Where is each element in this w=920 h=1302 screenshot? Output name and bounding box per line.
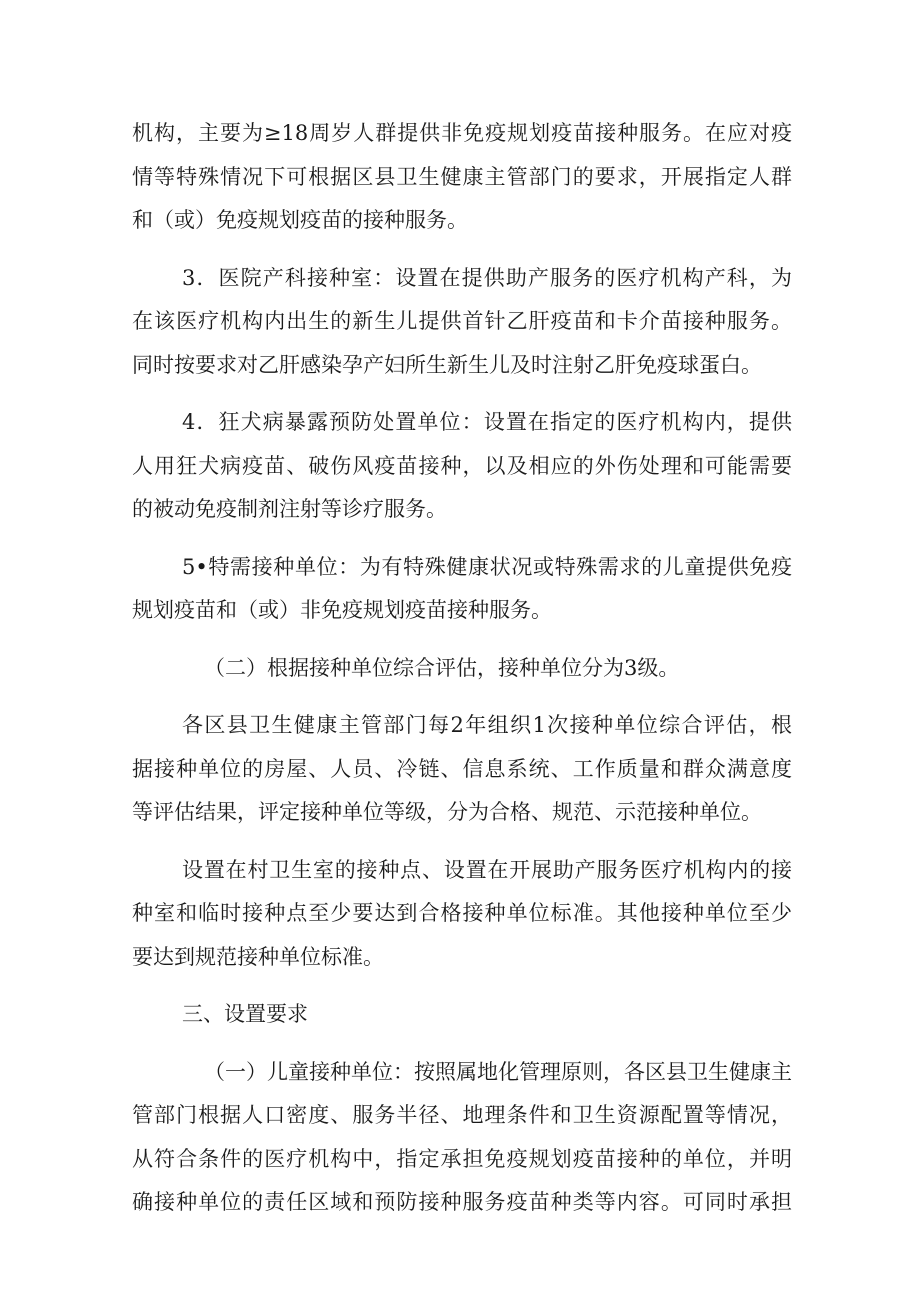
paragraph-5 [132, 647, 792, 691]
text-line: 4．狂犬病暴露预防处置单位：设置在指定的医疗机构内，提供 [182, 410, 792, 434]
text-line: 同时按要求对乙肝感染孕产妇所生新生儿及时注射乙肝免疫球蛋白。 [132, 352, 762, 377]
text-line: 3．医院产科接种室：设置在提供助产服务的医疗机构产科，为 [182, 265, 792, 290]
paragraph-9 [132, 1051, 792, 1225]
text-line: 种室和临时接种点至少要达到合格接种单位标准。其他接种单位至少 [132, 901, 792, 925]
section-heading-text: 三、设置要求 [182, 1002, 308, 1026]
text-line: 的被动免疫制剂注射等诊疗服务。 [132, 497, 447, 521]
text-line: 人用狂犬病疫苗、破伤风疫苗接种，以及相应的外伤处理和可能需要 [132, 453, 792, 478]
text-line: 从符合条件的医疗机构中，指定承担免疫规划疫苗接种的单位，并明 [132, 1146, 792, 1171]
text-line: 机构，主要为≥18周岁人群提供非免疫规划疫苗接种服务。在应对疫 [132, 121, 792, 145]
text-line: （一）儿童接种单位：按照属地化管理原则，各区县卫生健康主 [204, 1059, 792, 1084]
text-line: 确接种单位的责任区域和预防接种服务疫苗种类等内容。可同时承担 [132, 1190, 792, 1214]
text-line: 5•特需接种单位：为有特殊健康状况或特殊需求的儿童提供免疫 [182, 554, 792, 579]
document-body [132, 112, 792, 1225]
paragraph-6 [132, 704, 792, 835]
paragraph-1 [132, 112, 792, 243]
text-line: 规划疫苗和（或）非免疫规划疫苗接种服务。 [132, 598, 552, 622]
text-line: 等评估结果，评定接种单位等级，分为合格、规范、示范接种单位。 [132, 800, 762, 824]
text-line: 在该医疗机构内出生的新生儿提供首针乙肝疫苗和卡介苗接种服务。 [132, 309, 792, 333]
section-heading [132, 993, 792, 1037]
text-line: （二）根据接种单位综合评估，接种单位分为3级。 [204, 655, 680, 680]
text-line: 据接种单位的房屋、人员、冷链、信息系统、工作质量和群众满意度 [132, 756, 792, 781]
text-line: 设置在村卫生室的接种点、设置在开展助产服务医疗机构内的接 [182, 857, 792, 882]
paragraph-2 [132, 257, 792, 388]
text-line: 各区县卫生健康主管部门每2年组织1次接种单位综合评估，根 [182, 713, 792, 737]
paragraph-3 [132, 401, 792, 532]
text-line: 情等特殊情况下可根据区县卫生健康主管部门的要求，开展指定人群 [132, 164, 792, 189]
paragraph-7 [132, 849, 792, 980]
text-line: 要达到规范接种单位标准。 [132, 944, 384, 969]
paragraph-4 [132, 546, 792, 633]
text-line: 和（或）免疫规划疫苗的接种服务。 [132, 208, 468, 232]
text-line: 管部门根据人口密度、服务半径、地理条件和卫生资源配置等情况， [132, 1103, 792, 1127]
